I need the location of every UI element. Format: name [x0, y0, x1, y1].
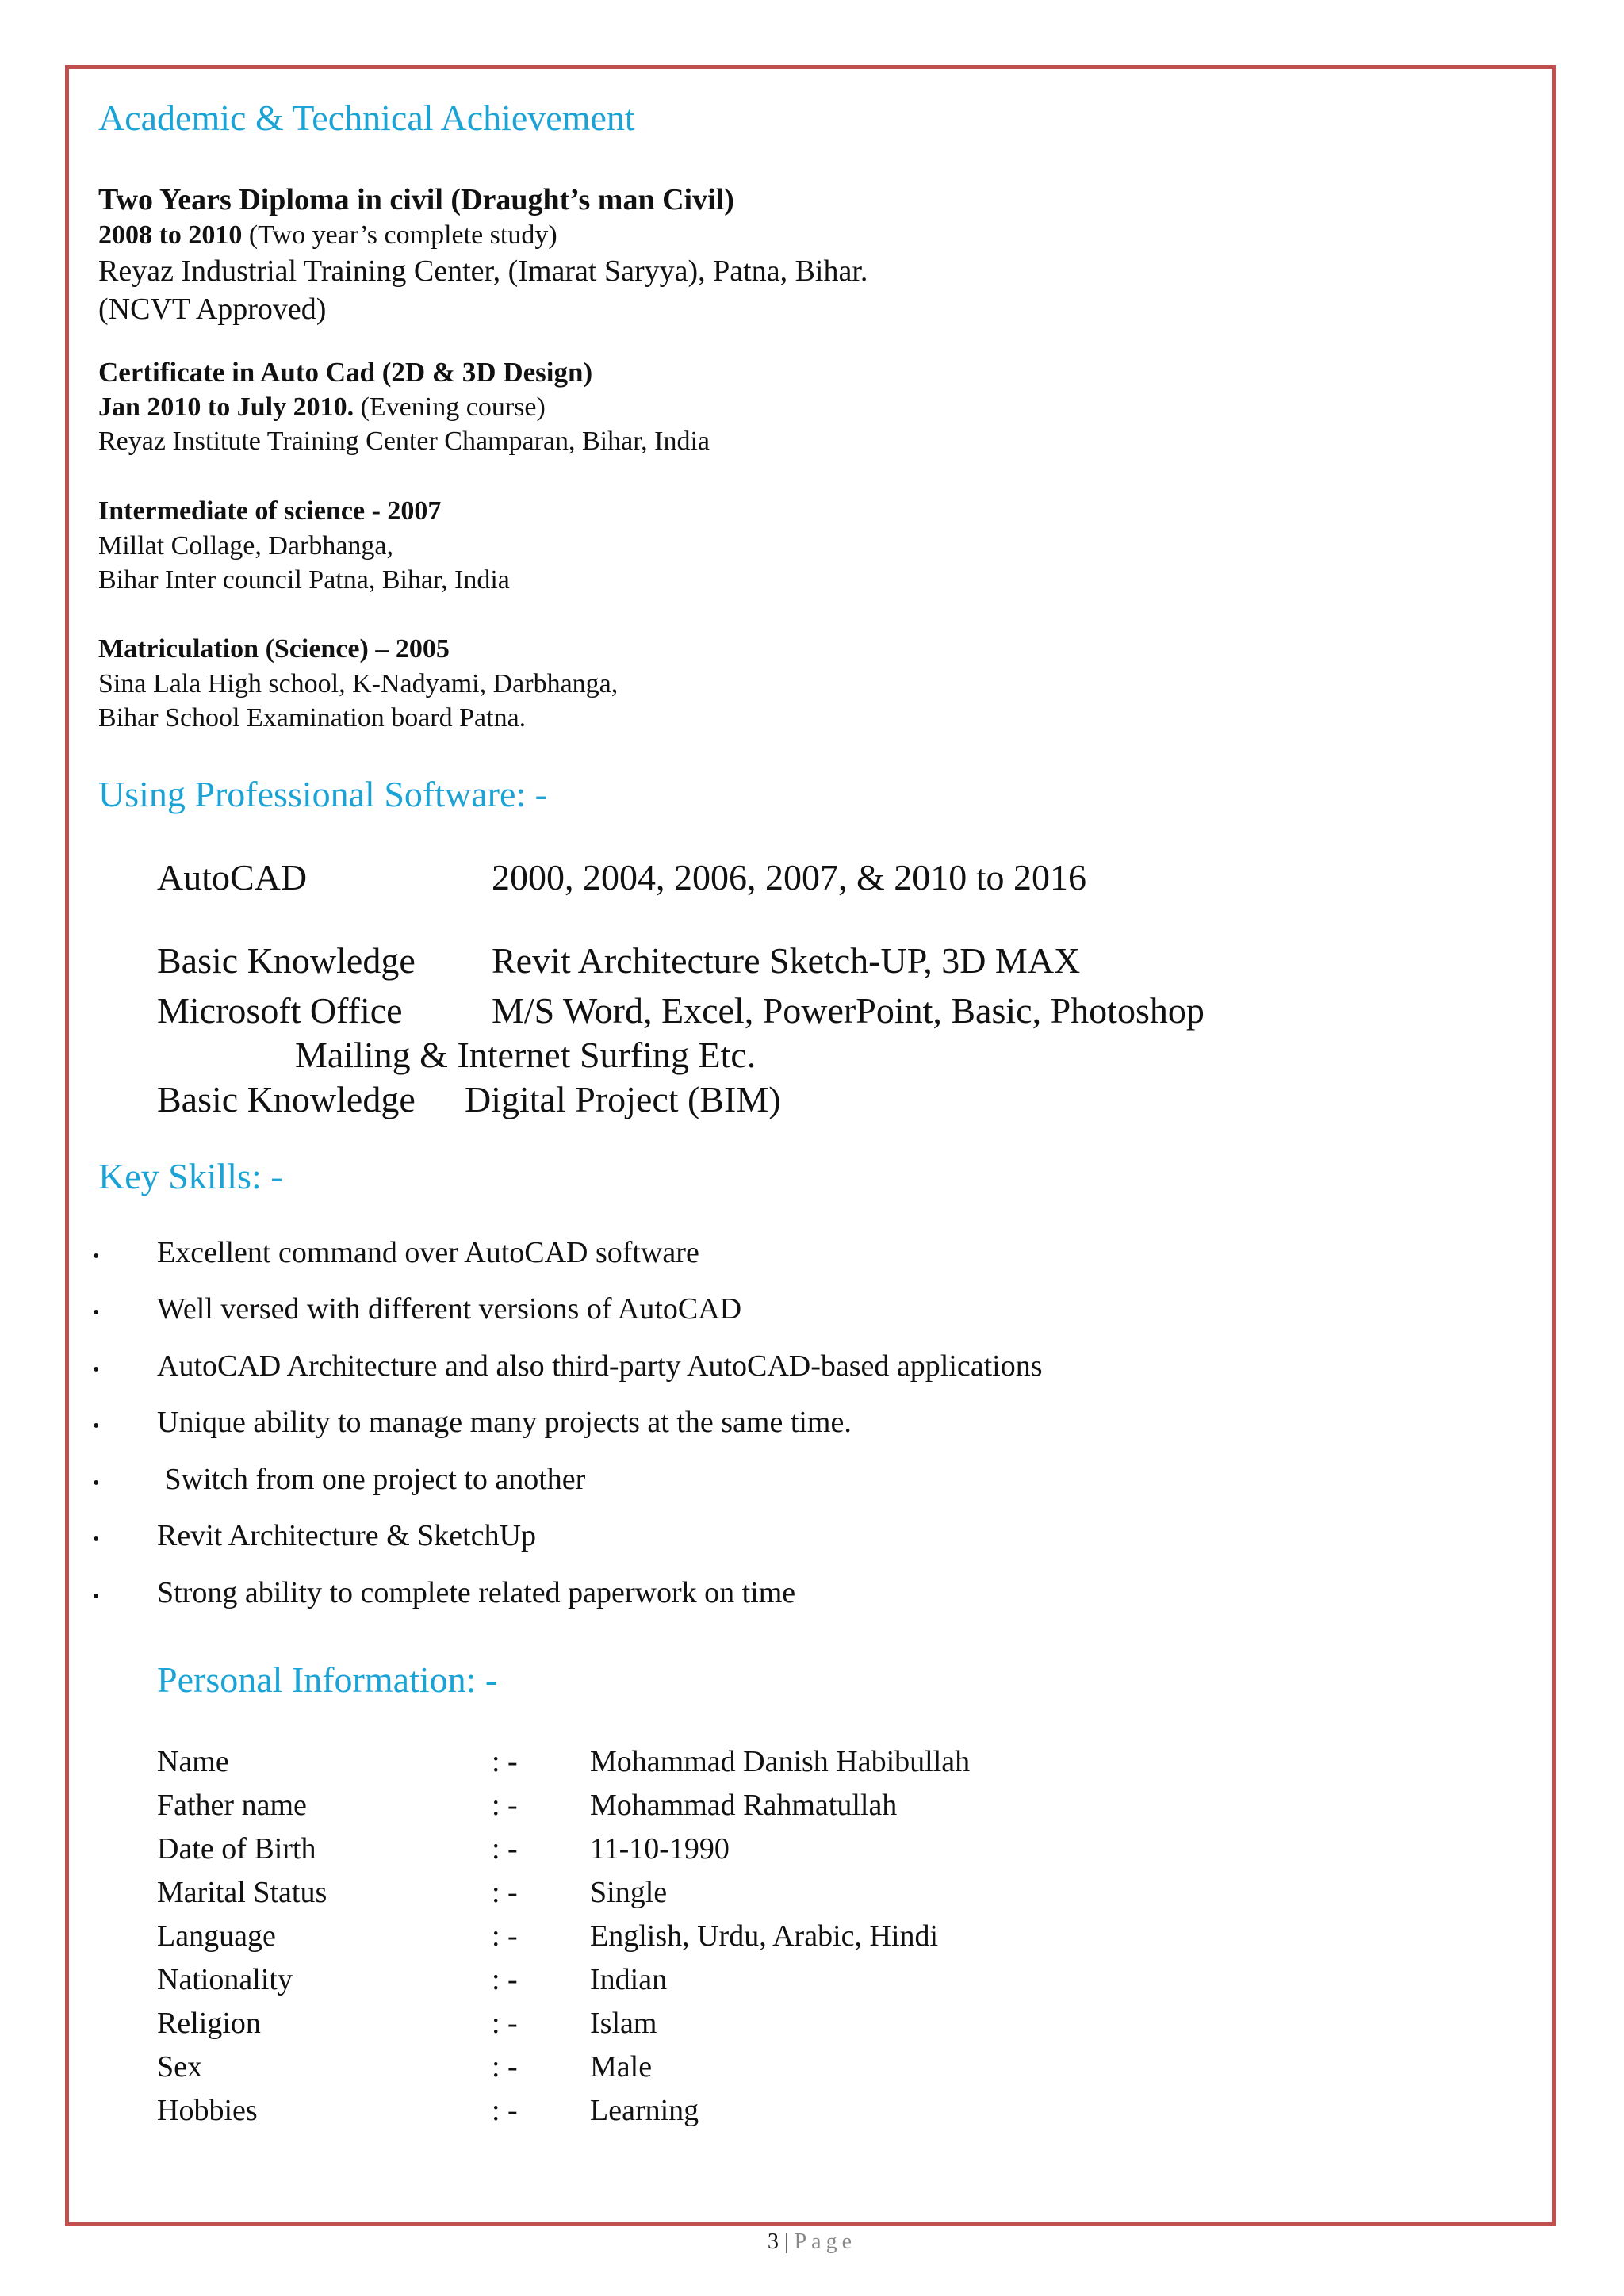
personal-separator: : -	[492, 1789, 518, 1822]
software-office-continuation: Mailing & Internet Surfing Etc.	[295, 1035, 756, 1075]
personal-value: Islam	[590, 2007, 657, 2040]
autocad-cert-period: Jan 2010 to July 2010.	[98, 392, 354, 422]
software-autocad-value: 2000, 2004, 2006, 2007, & 2010 to 2016	[492, 857, 1087, 897]
personal-value: Single	[590, 1876, 668, 1909]
list-item: Well versed with different versions of AutoCAD	[157, 1292, 742, 1326]
diploma-approval: (NCVT Approved)	[98, 293, 327, 326]
bullet-icon	[93, 1360, 99, 1381]
intermediate-line1: Millat Collage, Darbhanga,	[98, 531, 394, 561]
diploma-institute: Reyaz Industrial Training Center, (Imarat Saryya), Patna, Bihar.	[98, 254, 868, 288]
intermediate-line2: Bihar Inter council Patna, Bihar, India	[98, 565, 510, 595]
footer-separator: |	[783, 2229, 789, 2254]
list-item: Switch from one project to another	[157, 1463, 586, 1496]
software-basic1-value: Revit Architecture Sketch-UP, 3D MAX	[492, 940, 1081, 981]
diploma-title: Two Years Diploma in civil (Draught’s man Civil)	[98, 183, 734, 216]
bullet-icon	[93, 1246, 99, 1268]
personal-separator: : -	[492, 1963, 518, 1996]
list-item: Excellent command over AutoCAD software	[157, 1236, 699, 1269]
personal-value: Indian	[590, 1963, 668, 1996]
diploma-period-note: (Two year’s complete study)	[242, 220, 557, 250]
software-basic2-label: Basic Knowledge	[157, 1079, 416, 1119]
autocad-cert-title: Certificate in Auto Cad (2D & 3D Design)	[98, 357, 593, 388]
skills-heading: Key Skills: -	[98, 1156, 283, 1196]
bullet-icon	[93, 1303, 99, 1324]
personal-label: Sex	[157, 2050, 202, 2084]
page-footer	[0, 2229, 1624, 2255]
personal-value: Learning	[590, 2094, 699, 2127]
matric-line2: Bihar School Examination board Patna.	[98, 703, 527, 733]
autocad-cert-period-note: (Evening course)	[354, 392, 546, 422]
personal-value: Mohammad Rahmatullah	[590, 1789, 898, 1822]
matric-line1: Sina Lala High school, K-Nadyami, Darbhanga,	[98, 669, 619, 698]
list-item: Unique ability to manage many projects at the same time.	[157, 1406, 852, 1439]
personal-separator: : -	[492, 2007, 518, 2040]
personal-value: 11-10-1990	[590, 1832, 730, 1866]
personal-value: Mohammad Danish Habibullah	[590, 1745, 971, 1778]
personal-label: Hobbies	[157, 2094, 258, 2127]
autocad-cert-period-line	[98, 392, 546, 423]
personal-label: Religion	[157, 2007, 261, 2040]
page-number: 3	[767, 2229, 779, 2254]
personal-separator: : -	[492, 1745, 518, 1778]
software-office-value: M/S Word, Excel, PowerPoint, Basic, Photoshop	[492, 990, 1205, 1031]
personal-label: Date of Birth	[157, 1832, 316, 1866]
personal-label: Language	[157, 1919, 276, 1953]
list-item: Strong ability to complete related paperwork on time	[157, 1576, 796, 1609]
personal-value: English, Urdu, Arabic, Hindi	[590, 1919, 939, 1953]
bullet-icon	[93, 1473, 99, 1494]
software-heading: Using Professional Software: -	[98, 774, 547, 814]
personal-separator: : -	[492, 1832, 518, 1866]
bullet-icon	[93, 1416, 99, 1437]
diploma-period: 2008 to 2010	[98, 220, 243, 250]
personal-separator: : -	[492, 1919, 518, 1953]
personal-label: Marital Status	[157, 1876, 327, 1909]
matric-title: Matriculation (Science) – 2005	[98, 634, 450, 664]
bullet-icon	[93, 1586, 99, 1608]
intermediate-title: Intermediate of science - 2007	[98, 496, 442, 526]
personal-label: Nationality	[157, 1963, 293, 1996]
personal-value: Male	[590, 2050, 653, 2084]
personal-separator: : -	[492, 2050, 518, 2084]
personal-label: Father name	[157, 1789, 307, 1822]
software-autocad-label: AutoCAD	[157, 857, 308, 897]
personal-label: Name	[157, 1745, 229, 1778]
list-item: AutoCAD Architecture and also third-party AutoCAD-based applications	[157, 1349, 1043, 1383]
personal-separator: : -	[492, 2094, 518, 2127]
list-item: Revit Architecture & SketchUp	[157, 1519, 537, 1552]
software-basic2-value: Digital Project (BIM)	[465, 1079, 781, 1119]
software-basic1-label: Basic Knowledge	[157, 940, 416, 981]
software-office-label: Microsoft Office	[157, 990, 403, 1031]
page-word: Page	[794, 2229, 857, 2254]
autocad-cert-institute: Reyaz Institute Training Center Champaran, Bihar, India	[98, 427, 710, 456]
bullet-icon	[93, 1529, 99, 1551]
personal-heading: Personal Information: -	[157, 1659, 498, 1700]
academic-heading: Academic & Technical Achievement	[98, 98, 635, 138]
personal-separator: : -	[492, 1876, 518, 1909]
diploma-period-line	[98, 220, 557, 251]
